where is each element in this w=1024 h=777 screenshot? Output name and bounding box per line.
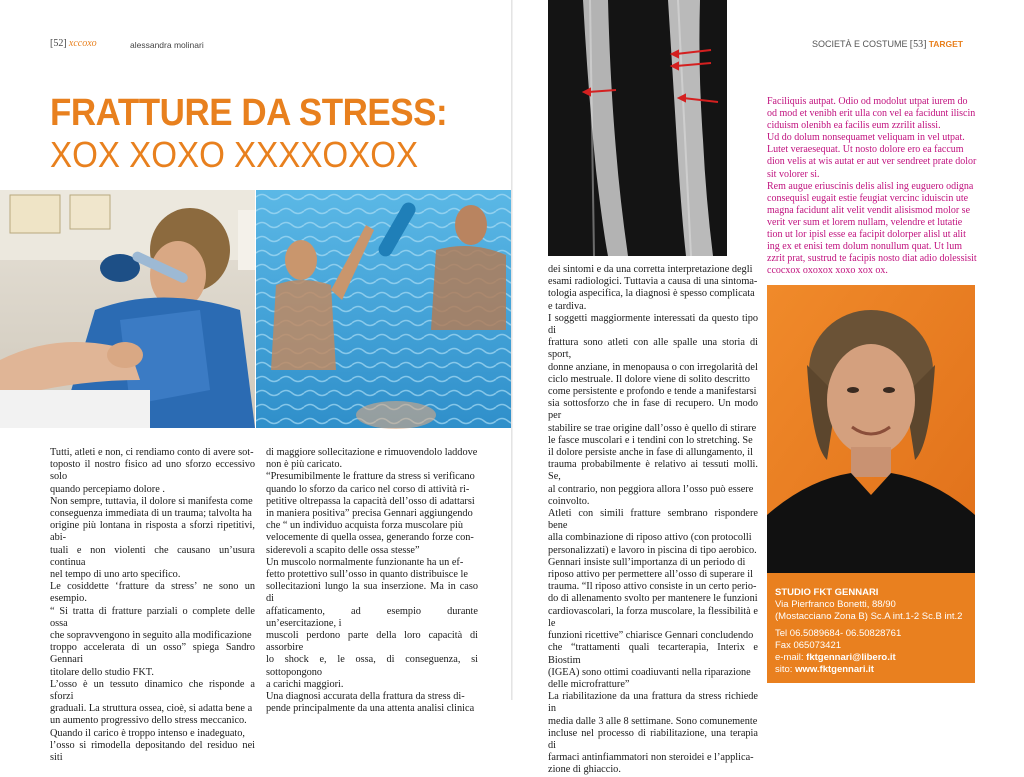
text-line: alla combinazione di riposo attivo (con protocolli (548, 532, 752, 544)
text-line: che sopravvengono in seguito alla modificazione (50, 630, 252, 642)
text-line: quando percepiamo dolore . (50, 483, 165, 495)
text-line: dion velis at wis autat er aut ver sendreet prate dolor (767, 156, 977, 168)
text-line: dei sintomi e da una corretta interpretazione degli (548, 264, 753, 275)
text-line: nel tempo di uno arto specifico. (50, 569, 181, 581)
text-line: zzrit prat, sustrud te facipis nosto diat adio dolessisit (767, 253, 977, 265)
photo-pool-exercise (256, 190, 511, 428)
studio-contact-box (767, 573, 975, 683)
text-line: di maggiore sollecitazione e rimuovendolo laddove (266, 447, 478, 458)
right-section-name: SOCIETÀ E COSTUME (812, 39, 908, 49)
text-line: Atleti con simili fratture sembrano rispondere bene (548, 508, 758, 532)
text-line: pende principalmente da una attenta analisi clinica (266, 703, 475, 715)
left-header (50, 38, 97, 49)
text-line: tion ut lor ipisl esse ea facipit dolorper alisl ut alit (767, 229, 966, 241)
text-line: ccocxox oxoxox xoxo xox ox. (767, 265, 888, 277)
text-line: Un muscolo normalmente funzionante ha un ef- (266, 556, 464, 568)
studio-site-row (775, 664, 967, 676)
text-line: quando lo sforzo da carico nel corso di attività ri- (266, 483, 470, 495)
text-line: farmaci antinfiammatori non steroidei e l’applica- (548, 752, 754, 764)
photo-doctor-therapy (0, 190, 255, 428)
text-line: trauma probabilmente è relativo ai tessuti molli. Se, (548, 459, 758, 483)
text-line: cardiovascolari, la forza muscolare, la flessibilità e le (548, 605, 758, 629)
text-line: affaticamento, ad esempio durante un’esercitazione, i (266, 605, 478, 629)
text-line: non è più caricato. (266, 459, 343, 471)
studio-address-line2: (Mostacciano Zona B) Sc.A int.1-2 Sc.B int.2 (775, 611, 963, 622)
text-line: trauma. “Il riposo attivo consiste in un certo perio- (548, 581, 757, 593)
article-column-2 (266, 447, 478, 715)
text-line: Non sempre, tuttavia, il dolore si manifesta come (50, 495, 253, 507)
text-line: La riabilitazione da una frattura da stress richiede in (548, 691, 758, 715)
text-line: Rem augue eriuscinis delis alisl ing euguero odigna (767, 180, 974, 192)
text-line: Tutti, atleti e non, ci rendiamo conto di avere sot- (50, 447, 254, 458)
text-line: incluse nel processo di riabilitazione, una terapia di (548, 727, 758, 751)
text-line: frattura sono atleti con alle spalle una storia di sport, (548, 337, 758, 361)
studio-email-row (775, 652, 967, 664)
text-line: tuali e non violenti che causano un’usura continua (50, 544, 255, 568)
text-line: ciclo mestruale. Il dolore viene di solito descritto (548, 373, 750, 385)
text-line: che “ un individuo acquista forza muscolare più (266, 520, 464, 532)
text-line: coinvolto. (548, 495, 590, 507)
email-label: e-mail: (775, 652, 804, 663)
text-line: delle microfratture” (548, 678, 630, 690)
text-line: ing ex et enisi tem dolum nonullum quat. Ut lum (767, 241, 962, 253)
text-line: Lutet veraesequat. Ut nosto dolore ero ea faccum (767, 144, 964, 156)
article-title: FRATTURE DA STRESS: (50, 92, 448, 134)
text-line: Faciliquis autpat. Odio od modolut utpat iurem do (767, 96, 968, 107)
text-line: tologia aspecifica, la diagnosi è spesso complicata (548, 288, 755, 300)
text-line: od mod et venibh erit ulla con vel ea facidunt iliscin (767, 108, 976, 120)
text-line: Una diagnosi accurata della frattura da stress di- (266, 691, 465, 703)
text-line: troppo accelerata di un osso” spiega Sandro Gennari (50, 642, 255, 666)
studio-fax: Fax 065073421 (775, 640, 842, 651)
text-line: media dalle 3 alle 8 settimane. Sono comunemente (548, 715, 758, 727)
text-line: Le cosiddette ‘fratture da stress’ ne sono un esempio. (50, 581, 255, 605)
text-line: verit ver sum et lorem nullam, velendre et lutatie (767, 216, 963, 228)
text-line: stabilire se trae origine dall’osso è quello di stirare (548, 422, 757, 434)
email-link[interactable]: fktgennari@libero.it (806, 652, 896, 663)
text-line: titolare dello studio FKT. (50, 666, 154, 678)
text-line: (IGEA) sono ottimi coadiuvanti nella riparazione (548, 666, 751, 678)
text-line: che “trattamenti quali tecarterapia, Interix e Biostim (548, 642, 758, 666)
text-line: esami radiologici. Tuttavia a causa di una sintoma- (548, 276, 758, 288)
text-line: funzioni ricettive” chiarisce Gennari concludendo (548, 630, 754, 642)
text-line: sollecitazioni lungo la sua inserzione. Ma in caso di (266, 581, 478, 605)
text-line: conseguenza immediata di un trauma; talvolta ha (50, 508, 252, 520)
photo-xray (548, 0, 727, 256)
text-line: velocemente di quella ossea, generando forze con- (266, 532, 474, 544)
site-label: sito: (775, 664, 793, 675)
text-line: sia sottosforzo che in fase di recupero. Un modo per (548, 398, 758, 422)
text-line: l’osso si rimodella depositando del residuo nei siti (50, 739, 255, 764)
text-line: graduali. La struttura ossea, cioè, si adatta bene a (50, 703, 253, 715)
article-column-1 (50, 447, 255, 764)
text-line: “Presumibilmente le fratture da stress si verificano (266, 471, 475, 483)
text-line: le fasce muscolari e i tendini con lo stretching. Se (548, 434, 753, 446)
brand-label: TARGET (928, 39, 963, 49)
left-section-name: xccoxo (68, 38, 97, 49)
text-line: toposto il nostro fisico ad uno sforzo eccessivo solo (50, 459, 255, 483)
text-line: Ud do dolum nonsequamet veliquam in vel utpat. (767, 132, 965, 144)
sidebar-filler-text (767, 96, 977, 277)
article-subtitle: XOX XOXO XXXXOXOX (50, 134, 419, 175)
text-line: lo shock e, le ossa, di conseguenza, si sottopongono (266, 654, 478, 678)
article-column-3 (548, 264, 758, 777)
text-line: il dolore persiste anche in fase di allungamento, il (548, 447, 754, 459)
text-line: al contrario, non peggiora allora l’osso può essere (548, 483, 754, 495)
text-line: consequisl eugait estie feugiat vercinc iduiscin ute (767, 192, 969, 204)
studio-name: STUDIO FKT GENNARI (775, 587, 879, 598)
page-spine (511, 0, 513, 700)
text-line: muscoli perdono parte della loro capacità di assorbire (266, 630, 478, 654)
text-line: e tardiva. (548, 300, 587, 312)
text-line: donne anziane, in menopausa o con irregolarità del (548, 361, 758, 373)
text-line: a carichi maggiori. (266, 678, 344, 690)
text-line: ciduism olenibh ea facilis eum zzrilit alissi. (767, 120, 941, 132)
text-line: personalizzati) e lavoro in piscina di tipo aerobico. (548, 544, 757, 556)
text-line: I soggetti maggiormente interessati da questo tipo di (548, 312, 758, 337)
text-line: fetto protettivo sull’osso in quanto distribuisce le (266, 569, 468, 581)
right-header (812, 39, 963, 50)
text-line: “ Si tratta di fratture parziali o complete delle ossa (50, 605, 255, 629)
author-name: alessandra molinari (130, 40, 204, 50)
studio-phone: Tel 06.5089684- 06.50828761 (775, 628, 902, 639)
text-line: in maniera positiva” precisa Gennari aggiungendo (266, 508, 473, 520)
text-line: do di allenamento svolto per mantenere le funzioni (548, 593, 758, 605)
text-line: riposo attivo per permettere all’osso di superare il (548, 569, 754, 581)
site-link[interactable]: www.fktgennari.it (795, 664, 874, 675)
right-page-number: [53] (909, 39, 927, 50)
text-line: siderevoli a scapito delle ossa stesse” (266, 544, 420, 556)
text-line: Quando il carico è troppo intenso e inadeguato, (50, 727, 246, 739)
photo-portrait-gennari (767, 285, 975, 573)
text-line: petitive oltrepassa la capacità dell’osso di adattarsi (266, 495, 475, 507)
text-line: Gennari insiste sull’importanza di un periodo di (548, 556, 746, 568)
text-line: zione di ghiaccio. (548, 764, 621, 776)
text-line: un aumento progressivo dello stress meccanico. (50, 715, 247, 727)
text-line: sit volorer si. (767, 168, 820, 180)
text-line: L’osso è un tessuto dinamico che risponde a sforzi (50, 678, 255, 703)
text-line: come persistente e profondo e tende a manifestarsi (548, 386, 757, 398)
left-page-number: [52] (50, 38, 67, 49)
studio-address-line1: Via Pierfranco Bonetti, 88/90 (775, 599, 896, 610)
text-line: magna facidunt alit velit vendit alisismod molor se (767, 204, 971, 216)
text-line: origine più lontana in risposta a sforzi ripetitivi, abi- (50, 520, 255, 544)
